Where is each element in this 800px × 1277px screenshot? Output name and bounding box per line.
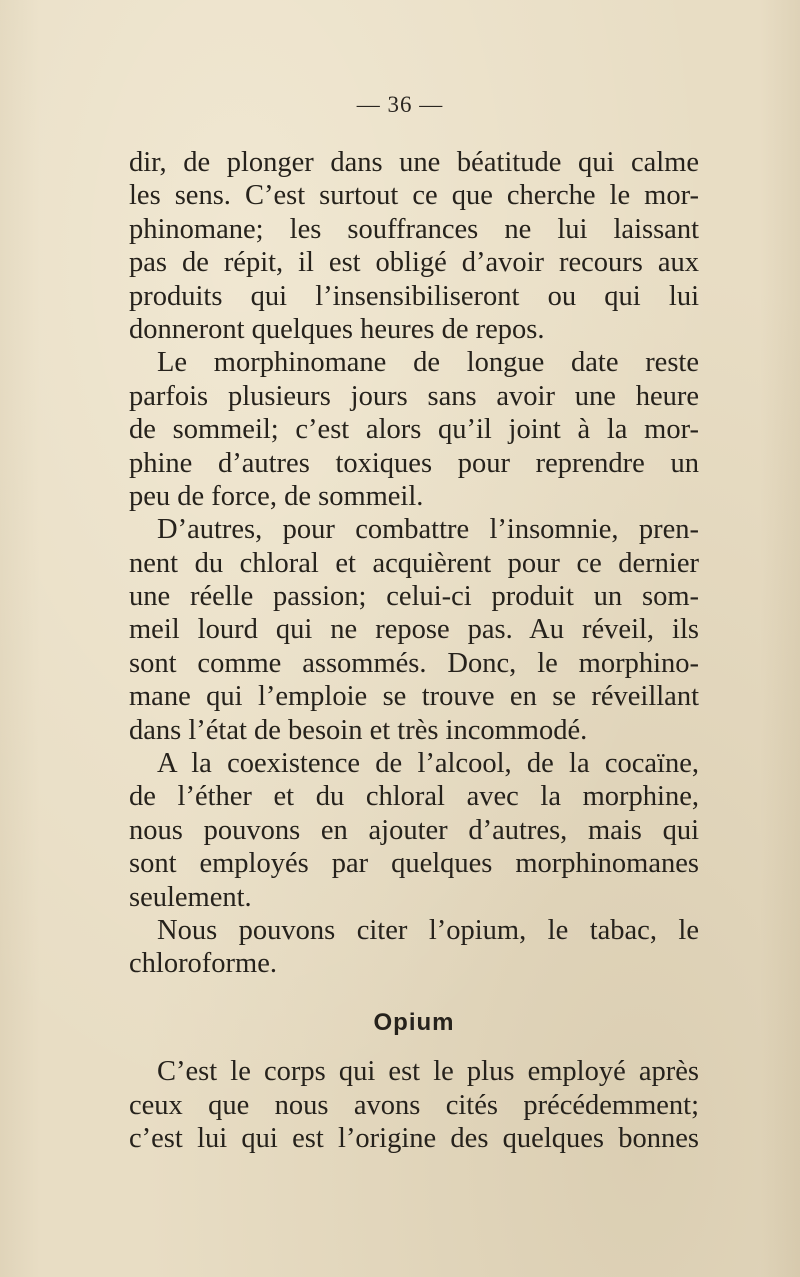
text-line: seulement. [129, 881, 252, 913]
text-line: mane qui l’emploie se trouve en se réveillant [129, 681, 699, 713]
text-line: donneront quelques heures de repos. [129, 313, 545, 345]
text-line: pas de répit, il est obligé d’avoir recours aux [129, 247, 699, 279]
text-line: ceux que nous avons cités précédemment; [129, 1089, 699, 1121]
text-line: chloroforme. [129, 948, 277, 980]
text-line: parfois plusieurs jours sans avoir une heure [129, 380, 699, 412]
text-line: peu de force, de sommeil. [129, 480, 424, 512]
text-line: C’est le corps qui est le plus employé après [157, 1056, 699, 1088]
text-line: A la coexistence de l’alcool, de la cocaïne, [157, 748, 699, 780]
text-line: sont employés par quelques morphinomanes [129, 848, 699, 880]
text-line: meil lourd qui ne repose pas. Au réveil, ils [129, 614, 699, 646]
text-line: de sommeil; c’est alors qu’il joint à la mor- [129, 414, 699, 446]
text-line: nous pouvons en ajouter d’autres, mais qui [129, 814, 699, 846]
text-line: de l’éther et du chloral avec la morphine, [129, 781, 699, 813]
section-heading: Opium [373, 1008, 455, 1036]
text-line: dans l’état de besoin et très incommodé. [129, 714, 588, 746]
text-line: une réelle passion; celui-ci produit un som- [129, 581, 699, 613]
text-line: produits qui l’insensibiliseront ou qui lui [129, 280, 699, 312]
text-line: sont comme assommés. Donc, le morphino- [129, 647, 699, 679]
text-line: c’est lui qui est l’origine des quelques bonnes [129, 1122, 699, 1154]
text-line: D’autres, pour combattre l’insomnie, pren- [157, 514, 699, 546]
text-line: les sens. C’est surtout ce que cherche le mor- [129, 180, 699, 212]
text-line: Le morphinomane de longue date reste [157, 347, 699, 379]
text-line: nent du chloral et acquièrent pour ce dernier [129, 547, 699, 579]
text-line: dir, de plonger dans une béatitude qui calme [129, 147, 699, 178]
body-text [129, 146, 699, 1155]
text-line: phine d’autres toxiques pour reprendre un [129, 447, 699, 479]
page-number: — 36 — [356, 92, 444, 117]
text-line: Nous pouvons citer l’opium, le tabac, le [157, 914, 699, 946]
text-line: phinomane; les souffrances ne lui laissant [129, 213, 699, 245]
